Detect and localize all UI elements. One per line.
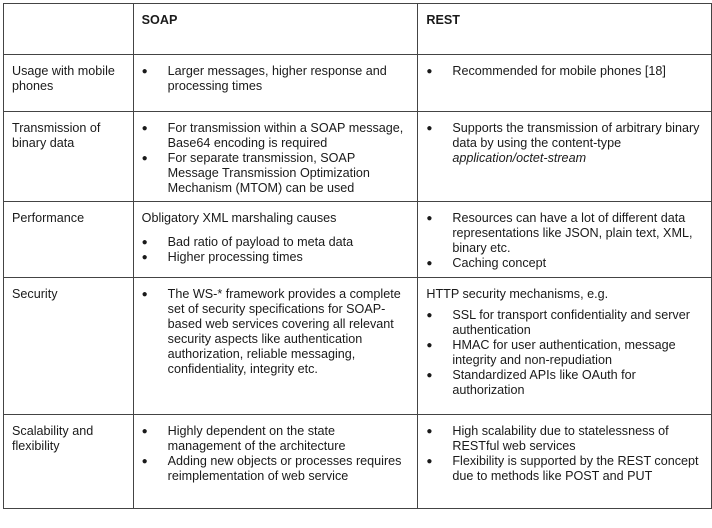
bullet-item: ● Bad ratio of payload to meta data xyxy=(142,235,410,250)
bullet-item: ● Flexibility is supported by the REST concept due to methods like POST and PUT xyxy=(426,454,703,484)
header-empty-cell xyxy=(4,4,134,55)
bullet-item: ● Caching concept xyxy=(426,256,703,271)
bullet-item: ● HMAC for user authentication, message integrity and non-repudiation xyxy=(426,338,703,368)
soap-cell xyxy=(133,112,418,202)
rest-cell xyxy=(418,202,712,278)
bullet-item: ● Recommended for mobile phones [18] xyxy=(426,64,703,79)
bullet-item: ● Adding new objects or processes requires reimplementation of web service xyxy=(142,454,410,484)
soap-cell xyxy=(133,278,418,415)
row-label: Usage with mobile phones xyxy=(4,55,134,112)
row-label: Scalability and flexibility xyxy=(4,415,134,509)
cell-intro: HTTP security mechanisms, e.g. xyxy=(426,287,609,301)
cell-intro: Obligatory XML marshaling causes xyxy=(141,211,337,225)
soap-cell xyxy=(133,55,418,112)
row-label: Performance xyxy=(4,202,134,278)
bullet-item: ● For separate transmission, SOAP Message Transmission Optimization Mechanism (MTOM) can be used xyxy=(142,151,410,196)
row-label: Transmission of binary data xyxy=(4,112,134,202)
bullet-item: ● SSL for transport confidentiality and server authentication xyxy=(426,308,703,338)
row-label: Security xyxy=(4,278,134,415)
row-mobile xyxy=(4,55,712,112)
row-performance xyxy=(4,202,712,278)
bullet-item xyxy=(426,121,703,166)
content-type-text: application/octet-stream xyxy=(452,151,587,165)
bullet-item: ● Larger messages, higher response and processing times xyxy=(142,64,410,94)
header-row xyxy=(4,4,712,55)
row-scalability xyxy=(4,415,712,509)
rest-cell xyxy=(418,278,712,415)
rest-cell xyxy=(418,112,712,202)
comparison-table xyxy=(3,3,712,509)
bullet-item: ● The WS-* framework provides a complete set of security specifications for SOAP-based web services covering all relevant security aspects like authentication authorization, reliable messaging, confidentiality, integrity etc. xyxy=(142,287,410,377)
bullet-item: ● Highly dependent on the state management of the architecture xyxy=(142,424,410,454)
bullet-item: ● Standardized APIs like OAuth for authorization xyxy=(426,368,703,398)
bullet-item: ● Resources can have a lot of different data representations like JSON, plain text, XML, binary etc. xyxy=(426,211,703,256)
bullet-item: ● Higher processing times xyxy=(142,250,410,265)
soap-cell xyxy=(133,202,418,278)
row-binary xyxy=(4,112,712,202)
soap-cell xyxy=(133,415,418,509)
row-security xyxy=(4,278,712,415)
bullet-item: ● High scalability due to statelessness of RESTful web services xyxy=(426,424,703,454)
rest-cell xyxy=(418,415,712,509)
bullet-text: Supports the transmission of arbitrary binary data by using the content-type xyxy=(452,121,700,150)
bullet-item: ● For transmission within a SOAP message, Base64 encoding is required xyxy=(142,121,410,151)
rest-cell xyxy=(418,55,712,112)
header-rest: REST xyxy=(418,4,712,55)
header-soap: SOAP xyxy=(133,4,418,55)
